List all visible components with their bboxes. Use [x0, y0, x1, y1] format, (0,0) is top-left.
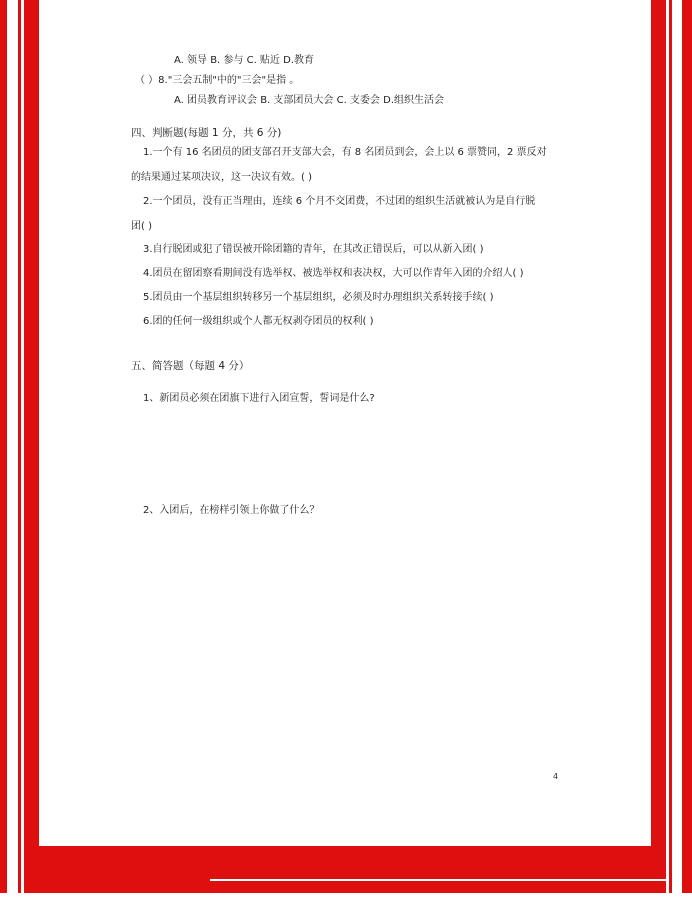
frame-bottom-white-line	[210, 879, 666, 881]
frame-left-band	[24, 0, 39, 902]
q7-options: A. 领导 B. 参与 C. 贴近 D.教育	[174, 55, 314, 66]
judgment-item-3: 3.自行脱团或犯了错误被开除团籍的青年，在其改正错误后，可以从新入团( )	[143, 244, 484, 255]
frame-left-outer-border	[0, 0, 7, 902]
frame-right-outer-border	[682, 0, 692, 902]
q8-options: A. 团员教育评议会 B. 支部团员大会 C. 支委会 D.组织生活会	[174, 95, 444, 106]
short-answer-section-heading: 五、简答题（每题 4 分）	[131, 360, 250, 372]
judgment-section-heading: 四、判断题(每题 1 分，共 6 分)	[131, 127, 282, 139]
frame-right-thin-border	[669, 0, 672, 902]
judgment-item-5: 5.团员由一个基层组织转移另一个基层组织，必须及时办理组织关系转接手续( )	[143, 292, 494, 303]
judgment-item-4: 4.团员在留团察看期间没有选举权、被选举权和表决权，大可以作青年入团的介绍人( )	[143, 268, 524, 279]
short-answer-item-1: 1、新团员必须在团旗下进行入团宣誓，誓词是什么?	[143, 393, 375, 404]
frame-bottom-edge	[0, 893, 692, 902]
q8-stem: （ ）8."三会五制"中的"三会"是指 。	[135, 75, 300, 86]
short-answer-item-2: 2、入团后，在榜样引领上你做了什么？	[143, 505, 320, 516]
judgment-item-1-line-1: 1.一个有 16 名团员的团支部召开支部大会，有 8 名团员到会，会上以 6 票赞同，2 票反对	[143, 147, 547, 158]
judgment-item-6: 6.团的任何一级组织或个人都无权剥夺团员的权利( )	[143, 316, 374, 327]
frame-right-band	[651, 0, 666, 902]
frame-bottom-band	[24, 846, 666, 898]
judgment-item-1-line-2: 的结果通过某项决议，这一决议有效。( )	[131, 172, 312, 183]
judgment-item-2-line-2: 团( )	[131, 221, 152, 232]
judgment-item-2-line-1: 2.一个团员，没有正当理由，连续 6 个月不交团费，不过团的组织生活就被认为是自行脱	[143, 196, 536, 207]
frame-left-thin-border	[18, 0, 21, 902]
page-number: 4	[553, 772, 559, 781]
